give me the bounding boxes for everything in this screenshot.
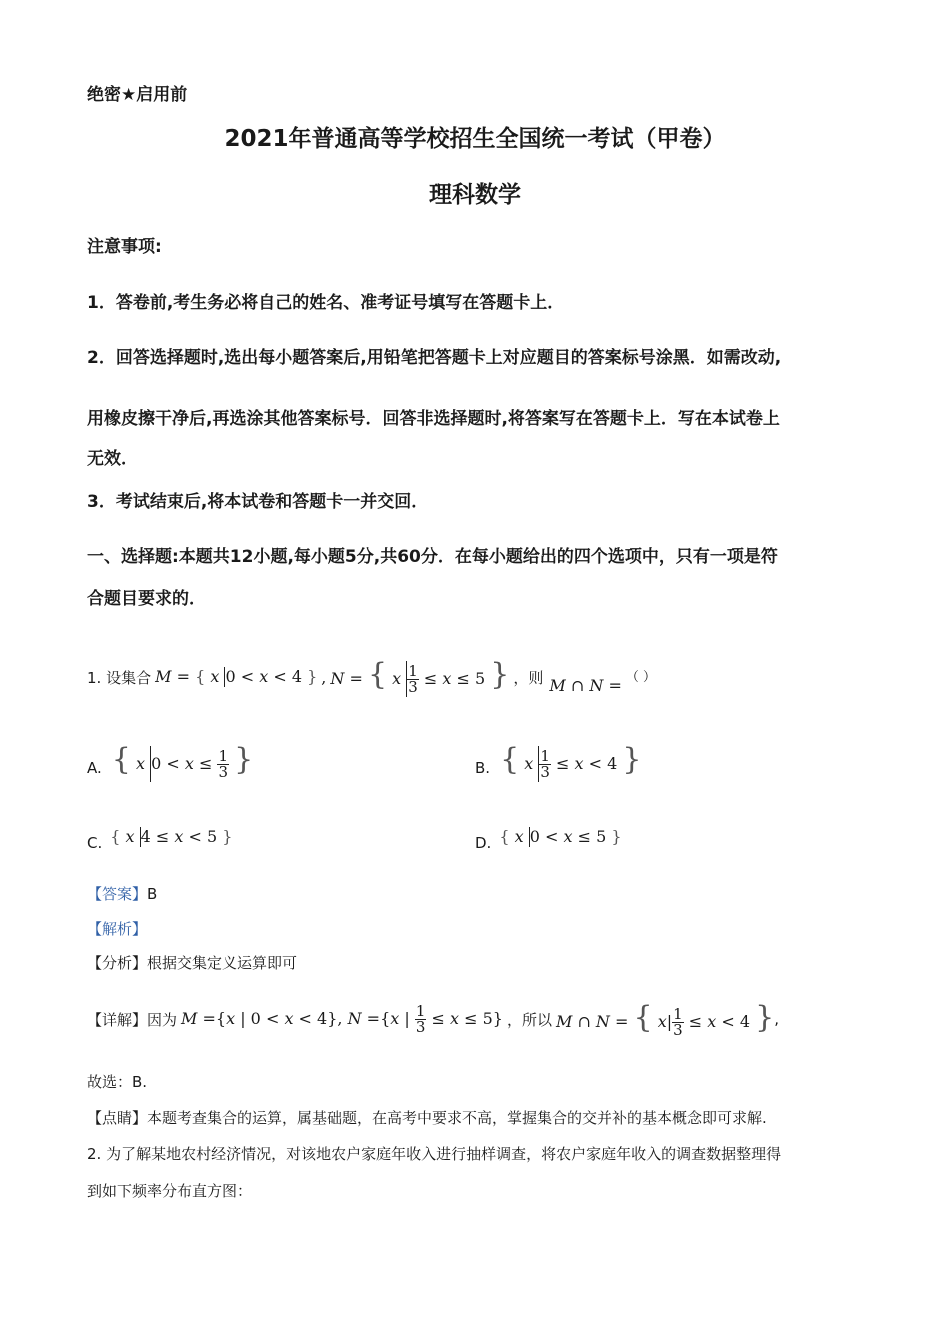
answer-value: B — [147, 885, 158, 903]
option-d — [475, 820, 622, 854]
guxuan-line: 故选：B. — [87, 1073, 148, 1091]
subject-title: 理科数学 — [429, 182, 521, 208]
notice-item-2-line2: 用橡皮擦干净后,再选涂其他答案标号．回答非选择题时,将答案写在答题卡上．写在本试卷上 — [87, 409, 780, 429]
option-c-label: C. — [87, 834, 103, 852]
detail-end: , — [774, 1010, 779, 1028]
q1-prefix: 1. 设集合 — [87, 668, 152, 687]
notice-item-2-line1: 2．回答选择题时,选出每小题答案后,用铅笔把答题卡上对应题目的答案标号涂黑．如需改动, — [87, 348, 782, 368]
section-heading-line2: 合题目要求的． — [87, 589, 206, 609]
question-2-line1: 2. 为了解某地农村经济情况，对该地农户家庭年收入进行抽样调查，将农户家庭年收入的调查数据整理得 — [87, 1145, 782, 1163]
detail-line — [87, 994, 779, 1044]
option-a — [87, 737, 253, 787]
question-1: 1. 设集合 M = { x 0 < x < 4 } , N = { x $\frac{1}{3}$ ≤ x ≤ 5 } ，则 M ∩ N = （ ） — [87, 656, 656, 696]
notice-item-1: 1．答卷前,考生务必将自己的姓名、准考证号填写在答题卡上． — [87, 293, 565, 313]
notice-item-2-line3: 无效． — [87, 449, 138, 469]
answer-line — [87, 883, 157, 904]
q1-paren: （ ） — [625, 669, 656, 685]
option-a-label: A. — [87, 759, 102, 777]
q1-set-m: M = { x 0 < x < 4 } — [155, 666, 318, 686]
detail-math-1: M ={x | 0 < x < 4}, N ={x | $\frac{1}{3}$ ≤ x ≤ 5} — [181, 1001, 503, 1036]
option-b — [475, 737, 641, 787]
question-2-line2: 到如下频率分布直方图： — [87, 1182, 253, 1200]
section-heading-line1: 一、选择题:本题共12小题,每小题5分,共60分．在每小题给出的四个选项中，只有一项是符 — [87, 547, 778, 567]
dianjing-line: 【点睛】本题考查集合的运算，属基础题，在高考中要求不高，掌握集合的交并补的基本概念即可求解. — [87, 1109, 767, 1127]
option-a-math: { x 0 < x ≤ $\frac{1}{3}$ } — [111, 741, 254, 781]
secret-label: 绝密★启用前 — [87, 85, 188, 105]
q1-set-n: N = { x $\frac{1}{3}$ ≤ x ≤ 5 } — [330, 656, 510, 696]
detail-math-2: M ∩ N = { x| $\frac{1}{3}$ ≤ x < 4 } — [555, 1000, 775, 1039]
option-b-math: { x $\frac{1}{3}$ ≤ x < 4 } — [500, 741, 642, 781]
answer-tag: 【答案】 — [87, 885, 148, 903]
notice-item-3: 3．考试结束后,将本试卷和答题卡一并交回． — [87, 492, 429, 512]
q1-intersection: M ∩ N = — [549, 675, 622, 695]
q1-then: ，则 — [513, 668, 544, 687]
notice-heading: 注意事项: — [87, 237, 162, 257]
detail-tag: 【详解】因为 — [87, 1010, 178, 1029]
option-d-math: { x 0 < x ≤ 5 } — [499, 826, 622, 846]
detail-mid: ，所以 — [506, 1010, 552, 1029]
option-c — [87, 820, 232, 854]
fenxi-line: 【分析】根据交集定义运算即可 — [87, 954, 298, 972]
option-c-math: { x 4 ≤ x < 5 } — [110, 826, 233, 846]
analysis-tag: 【解析】 — [87, 920, 148, 938]
option-d-label: D. — [475, 834, 492, 852]
option-b-label: B. — [475, 759, 491, 777]
exam-title: 2021年普通高等学校招生全国统一考试（甲卷） — [224, 126, 726, 152]
